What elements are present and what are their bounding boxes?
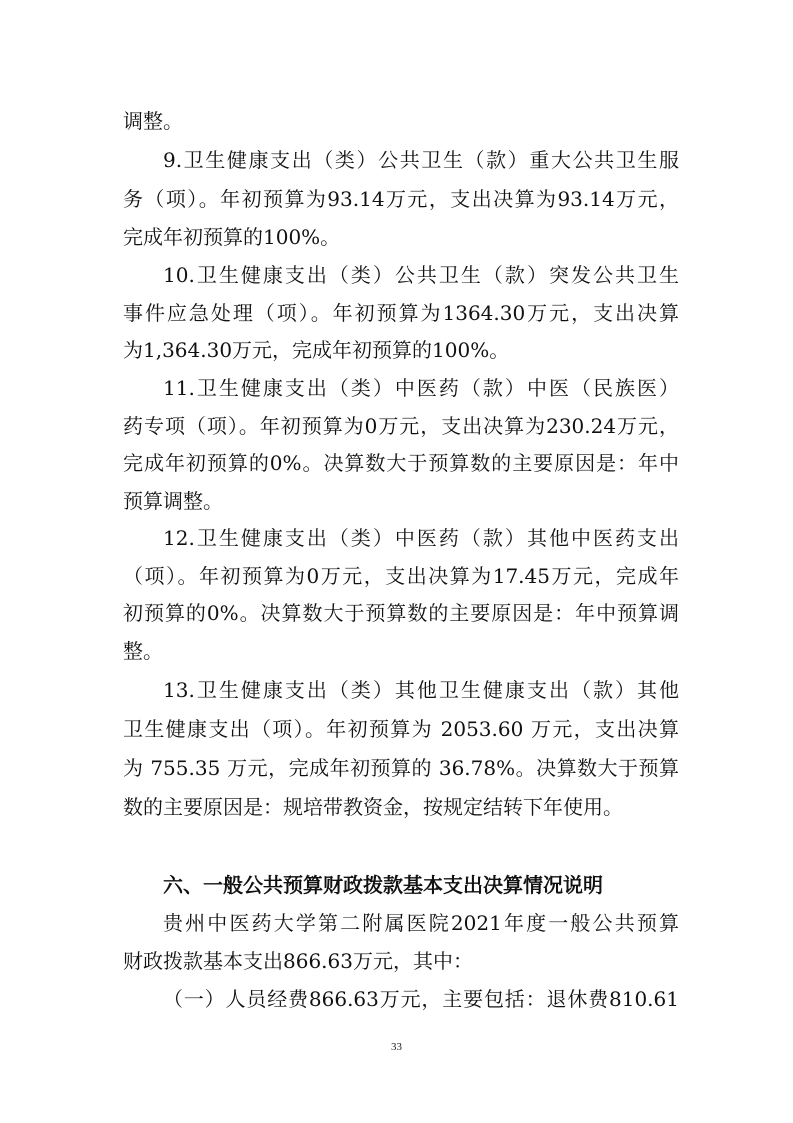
text-line: 调整。 <box>123 109 183 133</box>
page-number: 33 <box>391 1041 402 1053</box>
text-line: 12.卫生健康支出（类）中医药（款）其他中医药支出 <box>163 526 679 550</box>
text-line: 初预算的0%。决算数大于预算数的主要原因是：年中预算调 <box>123 601 679 625</box>
text-line: 完成年初预算的100%。 <box>123 225 341 249</box>
text-line: 11.卫生健康支出（类）中医药（款）中医（民族医） <box>163 376 679 400</box>
text-line: （一）人员经费866.63万元，主要包括：退休费810.61 <box>163 987 679 1011</box>
text-line: 数的主要原因是：规培带教资金，按规定结转下年使用。 <box>123 795 623 819</box>
text-line: 务（项）。年初预算为93.14万元，支出决算为93.14万元， <box>123 187 679 211</box>
text-line: 药专项（项）。年初预算为0万元，支出决算为230.24万元， <box>123 414 679 438</box>
text-line: 贵州中医药大学第二附属医院2021年度一般公共预算 <box>163 911 679 935</box>
text-line: 整。 <box>123 639 163 663</box>
text-line: 9.卫生健康支出（类）公共卫生（款）重大公共卫生服 <box>163 148 679 172</box>
text-line: 10.卫生健康支出（类）公共卫生（款）突发公共卫生 <box>163 263 679 287</box>
text-line: 完成年初预算的0%。决算数大于预算数的主要原因是：年中 <box>123 451 679 475</box>
text-line: 为 755.35 万元，完成年初预算的 36.78%。决算数大于预算 <box>123 756 679 780</box>
section-heading: 六、一般公共预算财政拨款基本支出决算情况说明 <box>163 873 603 897</box>
text-line: 财政拨款基本支出866.63万元，其中： <box>123 949 473 973</box>
text-line: 卫生健康支出（项）。年初预算为 2053.60 万元，支出决算 <box>123 717 679 741</box>
text-line: 预算调整。 <box>123 489 223 513</box>
text-line: （项）。年初预算为0万元，支出决算为17.45万元，完成年 <box>123 564 679 588</box>
text-line: 13.卫生健康支出（类）其他卫生健康支出（款）其他 <box>163 678 679 702</box>
text-line: 事件应急处理（项）。年初预算为1364.30万元，支出决算 <box>123 301 679 325</box>
text-line: 为1,364.30万元，完成年初预算的100%。 <box>123 338 510 362</box>
